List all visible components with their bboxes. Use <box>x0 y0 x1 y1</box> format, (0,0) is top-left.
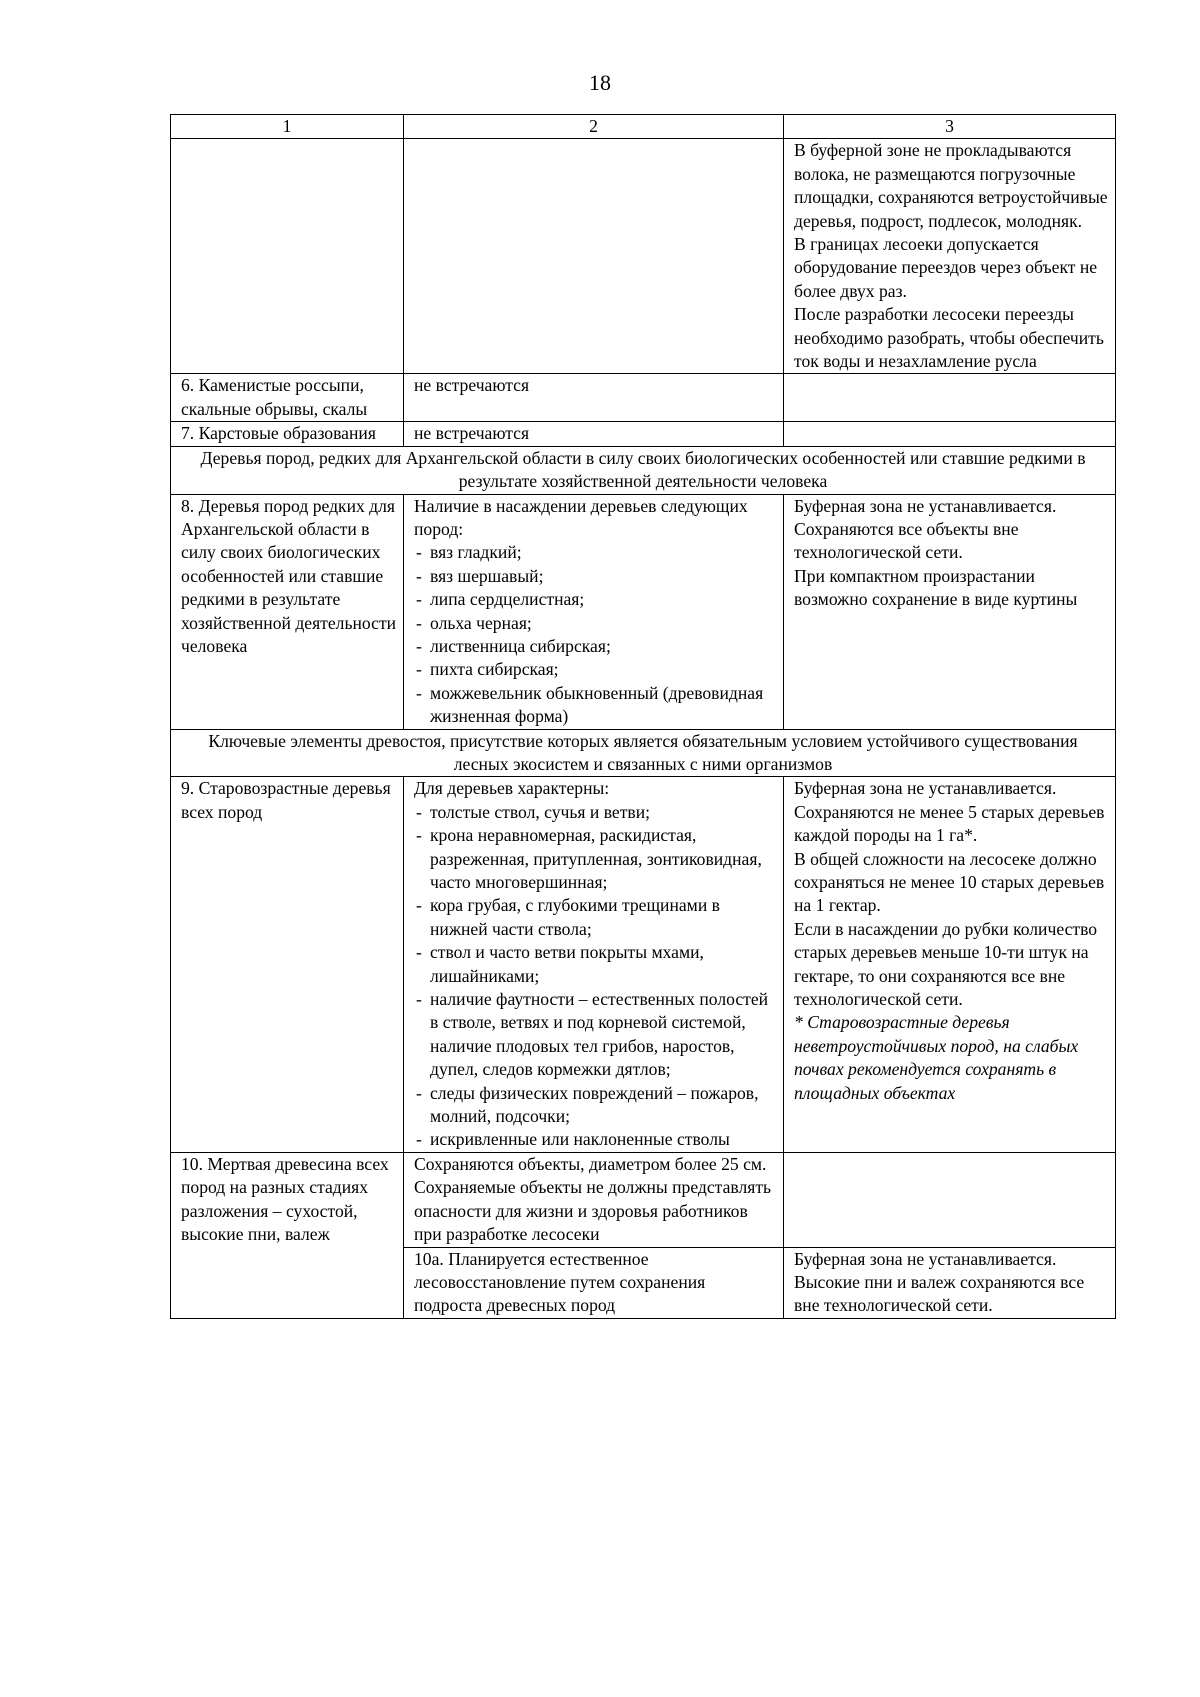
row-7-description: не встречаются <box>404 422 784 446</box>
paragraph: В границах лесоеки допускается оборудование переездов через объект не более двух раз. <box>794 234 1098 301</box>
features-list <box>414 801 777 1152</box>
continuation-col-1 <box>171 139 404 374</box>
row-6-description: не встречаются <box>404 374 784 422</box>
list-item: - вяз гладкий; <box>414 541 777 564</box>
list-item: - наличие фаутности – естественных полостей в стволе, ветвях и под корневой системой, наличие плодовых тел грибов, наростов, дупел, следов кормежки дятлов; <box>414 988 777 1082</box>
table-row-8 <box>171 494 1116 729</box>
list-item: - кора грубая, с глубокими трещинами в нижней части ствола; <box>414 894 777 941</box>
page-number: 18 <box>589 70 611 95</box>
list-item: - можжевельник обыкновенный (древовидная жизненная форма) <box>414 682 777 729</box>
list-item: - искривленные или наклоненные стволы <box>414 1128 777 1151</box>
continuation-col-2 <box>404 139 784 374</box>
list-item: - ольха черная; <box>414 612 777 635</box>
list-item: - толстые ствол, сучья и ветви; <box>414 801 777 824</box>
row-10a-measures: Буферная зона не устанавливается. Высокие пни и валеж сохраняются все вне технологической сети. <box>784 1247 1116 1318</box>
section-row-rare-trees <box>171 446 1116 494</box>
footnote: * Старовозрастные деревья неветроустойчивых пород, на слабых почвах рекомендуется сохранять в площадных объектах <box>794 1012 1079 1103</box>
table-row-10 <box>171 1152 1116 1247</box>
row-7-object: 7. Карстовые образования <box>171 422 404 446</box>
table-row-9 <box>171 777 1116 1153</box>
list-item: - крона неравномерная, раскидистая, разреженная, притупленная, зонтиковидная, часто многовершинная; <box>414 824 777 894</box>
species-list <box>414 541 777 728</box>
header-col-3: 3 <box>784 115 1116 139</box>
section-heading-key-elements: Ключевые элементы древостоя, присутствие которых является обязательным условием устойчивого существования лесных экосистем и связанных с ними организмов <box>171 729 1116 777</box>
list-item: - пихта сибирская; <box>414 658 777 681</box>
list-item: - липа сердцелистная; <box>414 588 777 611</box>
row-8-description <box>404 494 784 729</box>
paragraph: Сохраняются не менее 5 старых деревьев каждой породы на 1 га*. <box>794 801 1105 846</box>
table-row-continuation <box>171 139 1116 374</box>
section-heading-rare-trees: Деревья пород, редких для Архангельской области в силу своих биологических особенностей или ставшие редкими в результате хозяйственной деятельности человека <box>171 446 1116 494</box>
paragraph: Сохраняются объекты, диаметром более 25 см. <box>414 1153 767 1174</box>
list-item: - ствол и часто ветви покрыты мхами, лишайниками; <box>414 941 777 988</box>
paragraph: В буферной зоне не прокладываются волока, не размещаются погрузочные площадки, сохраняются ветроустойчивые деревья, подрост, подлесок, молодняк. <box>794 140 1108 231</box>
paragraph: После разработки лесосеки переезды необходимо разобрать, чтобы обеспечить ток воды и незахламление русла <box>794 304 1104 372</box>
paragraph: Если в насаждении до рубки количество старых деревьев меньше 10-ти штук на гектаре, то они сохраняются все вне технологической сети. <box>794 918 1098 1010</box>
row-10a-description: 10а. Планируется естественное лесовосстановление путем сохранения подроста древесных пород <box>404 1247 784 1318</box>
paragraph: Сохраняются все объекты вне технологической сети. <box>794 518 1019 563</box>
row-9-description <box>404 777 784 1153</box>
paragraph: В общей сложности на лесосеке должно сохраняться не менее 10 старых деревьев на 1 гектар. <box>794 848 1105 916</box>
row-6-measures <box>784 374 1116 422</box>
row-8-measures <box>784 494 1116 729</box>
table-row-7 <box>171 422 1116 446</box>
continuation-col-3 <box>784 139 1116 374</box>
table-header-row <box>171 115 1116 139</box>
list-item: - вяз шершавый; <box>414 565 777 588</box>
paragraph: Сохраняемые объекты не должны представлять опасности для жизни и здоровья работников при разработке лесосеки <box>414 1177 772 1245</box>
table-row-6 <box>171 374 1116 422</box>
list-intro: Наличие в насаждении деревьев следующих пород: <box>414 495 748 539</box>
row-10-measures <box>784 1152 1116 1247</box>
row-6-object: 6. Каменистые россыпи, скальные обрывы, скалы <box>171 374 404 422</box>
header-col-2: 2 <box>404 115 784 139</box>
list-item: - лиственница сибирская; <box>414 635 777 658</box>
row-9-measures <box>784 777 1116 1153</box>
section-row-key-elements <box>171 729 1116 777</box>
paragraph: Буферная зона не устанавливается. <box>794 778 1057 799</box>
header-col-1: 1 <box>171 115 404 139</box>
row-9-object: 9. Старовозрастные деревья всех пород <box>171 777 404 1153</box>
row-8-object: 8. Деревья пород редких для Архангельской области в силу своих биологических особенностей или ставшие редкими в результате хозяйственной деятельности человека <box>171 494 404 729</box>
paragraph: При компактном произрастании возможно сохранение в виде куртины <box>794 565 1078 610</box>
list-item: - следы физических повреждений – пожаров, молний, подсочки; <box>414 1082 777 1129</box>
row-10-object: 10. Мертвая древесина всех пород на разных стадиях разложения – сухостой, высокие пни, валеж <box>171 1152 404 1318</box>
list-intro: Для деревьев характерны: <box>414 778 610 799</box>
row-10-description <box>404 1152 784 1247</box>
paragraph: Буферная зона не устанавливается. <box>794 495 1057 516</box>
criteria-table <box>170 114 1116 1319</box>
row-7-measures <box>784 422 1116 446</box>
